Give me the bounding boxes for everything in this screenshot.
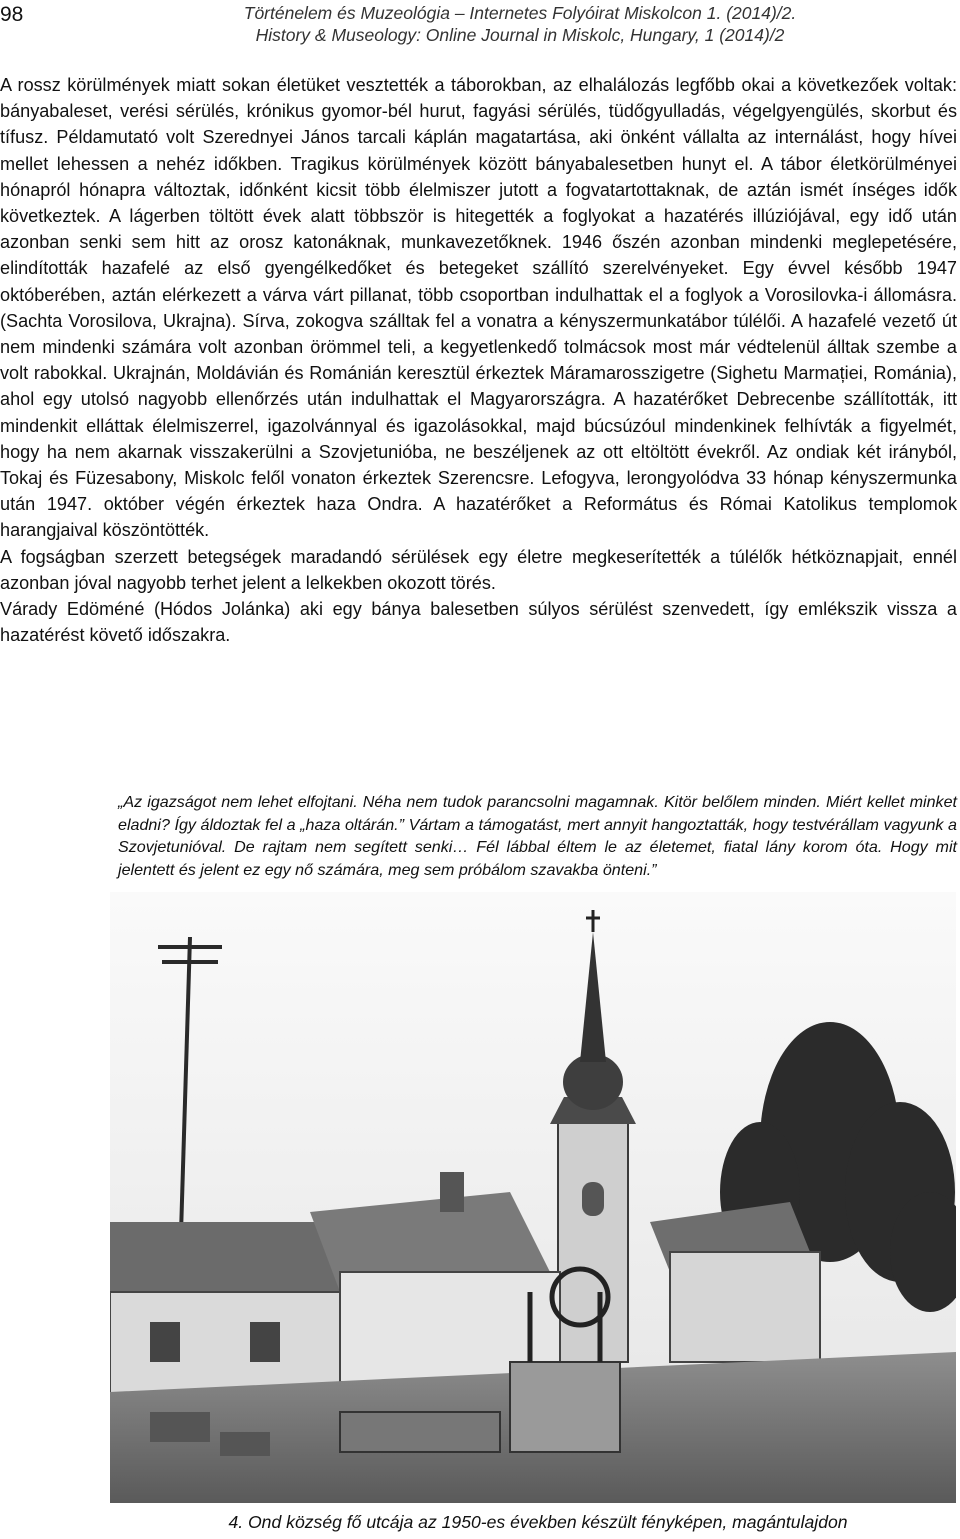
journal-title-hu: Történelem és Muzeológia – Internetes Folyóirat Miskolcon 1. (2014)/2. — [243, 3, 797, 23]
house-right — [650, 1202, 820, 1362]
page-number: 98 — [0, 3, 24, 26]
village-street-photo — [110, 892, 956, 1503]
trough — [340, 1412, 500, 1452]
figure-caption: 4. Ond község fő utcája az 1950-es években készült fényképen, magántulajdon — [228, 1512, 848, 1532]
paragraph: Várady Edöméné (Hódos Jolánka) aki egy bánya balesetben súlyos sérülést szenvedett, így emlékszik vissza a hazatérést követő időszakra. — [0, 599, 957, 646]
article-body — [0, 72, 957, 648]
journal-header — [160, 2, 880, 46]
journal-title-en: History & Museology: Online Journal in Miskolc, Hungary, 1 (2014)/2 — [255, 25, 785, 45]
paragraph: A fogságban szerzett betegségek maradandó sérülések egy életre megkeserítették a túlélők hétköznapjait, ennél azonban jóval nagyobb terhet jelent a lelkekben okozott törés. — [0, 546, 957, 593]
paragraph: A rossz körülmények miatt sokan életüket vesztették a táborokban, az elhalálozás legfőbb okai a következőek voltak: bányabaleset, verési sérülés, krónikus gyomor-bél hurut, fagyási sérülés, tüdőgyulladás, végelgyengülés, skorbut és tífusz. Példamutató volt Szerednyei János tarcali káplán magatartása, aki önként vállalta az internálást, hogy hívei mellet lehessen a nehéz időkben. Tragikus körülmények között bányabalesetben hunyt el. A tábor életkörülményei hónapról hónapra változtak, időnként kicsit több élelmiszer jutott a fogvatartottaknak, de aztán ismét ínséges idők következtek. A lágerben töltött évek alatt többször is hitegették a foglyokat a hazatérés illúziójával, egy idő után azonban senki sem hitt az orosz katonáknak, munkavezetőknek. 1946 őszén azonban mindenki meglepetésére, elindították hazafelé az első gyengélkedőket és betegeket szállító szerelvényeket. Egy évvel később 1947 októberében, aztán elérkezett a várva várt pillanat, több csoportban indulhattak el a foglyok a Vorosilovka-i állomásra. (Sachta Vorosilova, Ukrajna). Sírva, zokogva szálltak fel a vonatra a kényszermunkatábor túlélői. A hazafelé vezető út nem mindenki számára volt azonban örömmel teli, a kegyetlenkedő tolmácsok most már védtelenül álltak szembe a volt rabokkal. Ukrajnán, Moldávián és Románián keresztül érkeztek Máramarosszigetre (Sighetu Marmației, Románia), ahol egy utolsó nagyobb ellenőrzés után indulhattak el Magyarországra. A hazatérőket Debrecenbe szállították, itt mindenkit elláttak élelmiszerrel, igazolvánnyal és igazolásokkal, majd búcsúzóul mindenkinek felhívták a figyelmét, hogy ha nem akarnak visszakerülni a Szovjetunióba, ne beszéljenek az ott eltöltött évekről. Az ondiak két irányból, Tokaj és Füzesabony, Miskolc felől vonaton érkeztek Szerencsre. Lefogyva, lerongyolódva 33 hónap kényszermunka után 1947. október végén érkeztek haza Ondra. A hazatérőket a Református és Római Katolikus templomok harangjaival köszöntötték. — [0, 75, 957, 541]
testimony-quote: „Az igazságot nem lehet elfojtani. Néha nem tudok parancsolni magamnak. Kitör belőlem minden. Miért kellet minket eladni? Így áldoztak fel a „haza oltárán.” Vártam a támogatást, mert annyit hangoztatták, hogy testvérállam vagyunk a Szovjetunióval. De rajtam nem segített senki… Fél lábbal éltem le az életemet, fiatal lány korom óta. Hogy mit jelentett és jelent ez egy nő számára, meg sem próbálom szavakba önteni.” — [118, 793, 957, 879]
